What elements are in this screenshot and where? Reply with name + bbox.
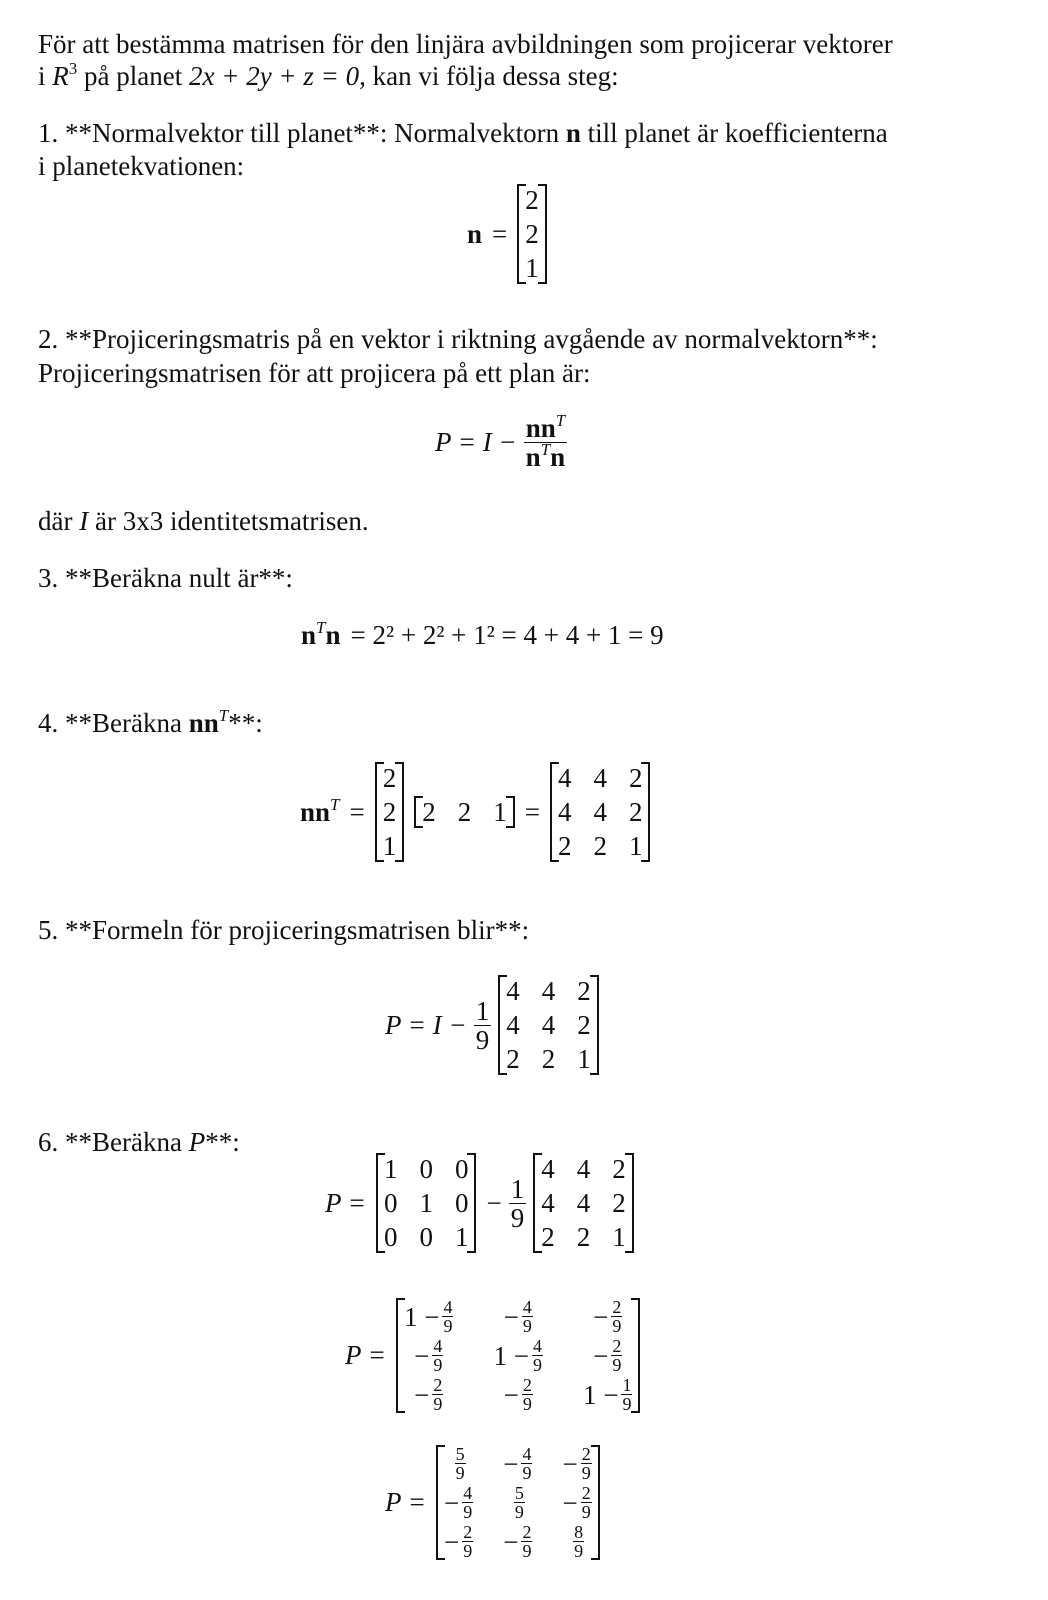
exp: T [540,440,551,459]
identity-matrix [376,1153,477,1253]
text: till planet är koefficienterna [580,118,888,148]
matrix-cell [593,1298,622,1335]
denominator: 9 [612,1355,622,1375]
numerator: 1 [622,1375,632,1395]
matrix-cell: 4 [557,763,572,793]
identity-note [38,505,369,537]
numerator: 4 [433,1336,443,1356]
matrix-cell [414,1376,443,1413]
matrix-cell: 1 [419,1188,433,1218]
denominator: 9 [463,1502,473,1522]
matrix-cell: 4 [506,1010,520,1040]
cell-prefix: − [503,1379,519,1410]
matrix-cell: 4 [593,797,607,827]
step1-line-2: i planetekvationen: [38,151,245,181]
matrix-cell [583,1376,632,1413]
final-equation [380,1445,605,1560]
matrix-cell: 4 [541,1010,556,1040]
matrix-cell: 4 [541,1154,555,1184]
exp: T [316,618,326,637]
matrix-cell [493,1337,542,1374]
matrix-cell [504,1298,533,1335]
matrix-cell: 0 [454,1154,469,1184]
outer-product-matrix [498,975,599,1075]
matrix-cell: 2 [612,1188,626,1218]
cell-fraction [462,1484,473,1521]
numerator: 2 [612,1297,622,1317]
text: **: [228,708,263,738]
expanded-equation [340,1298,645,1413]
cell-prefix: − [443,1526,460,1557]
matrix-cell [570,1523,584,1560]
matrix-cell: 2 [576,1222,591,1252]
denominator: 9 [522,1463,532,1483]
numerator: 4 [463,1483,473,1503]
equals: = [349,796,365,827]
math-R: R [52,61,69,91]
cell-fraction [581,1445,592,1482]
numerator: 4 [522,1297,532,1317]
formula-lhs: P = [385,1487,426,1517]
cell-fraction [462,1523,473,1560]
step5-heading: 5. **Formeln för projiceringsmatrisen blir**: [38,915,530,945]
normal-vector-equation [462,184,552,284]
text: 4. **Beräkna [38,708,189,738]
final-projection-matrix [436,1445,600,1560]
numerator: 2 [581,1444,591,1464]
matrix-cell: 0 [383,1222,398,1252]
matrix-cell: 4 [593,763,607,793]
text: n [550,442,566,472]
matrix-cell: 2 [525,185,539,215]
math-I: I [79,506,89,536]
denominator: 9 [433,1394,443,1414]
text: i [38,61,53,91]
denominator: 9 [433,1355,443,1375]
numerator: 2 [463,1522,473,1542]
matrix-cell: 0 [383,1188,398,1218]
denominator: 9 [514,1502,524,1522]
matrix-cell: 2 [577,1010,591,1040]
formula-lhs: P = I − [435,427,517,457]
matrix-cell: 2 [422,797,436,827]
matrix-cell [503,1523,532,1560]
outer-lhs [300,794,340,828]
text: på planet [77,61,189,91]
matrix-cell [511,1484,525,1521]
matrix-cell: 2 [506,1044,520,1074]
matrix-cell [504,1376,533,1413]
denominator: 9 [581,1502,591,1522]
row-vector [414,796,515,828]
numerator: 2 [522,1375,532,1395]
matrix-cell: 1 [525,253,539,283]
matrix-cell: 4 [541,1188,555,1218]
denominator: 9 [522,1394,532,1414]
cell-prefix: − [562,1487,578,1518]
cell-prefix: − [503,1448,519,1479]
step2-heading: 2. **Projiceringsmatris på en vektor i riktning avgående av normalvektorn**: [38,324,878,354]
denominator [525,440,566,472]
cell-fraction [521,1445,532,1482]
cell-prefix: − [503,1526,519,1557]
cell-fraction [573,1523,584,1560]
outer-product-matrix [533,1153,634,1253]
denominator: 9 [522,1316,532,1336]
matrix-cell: 2 [628,797,643,827]
matrix-cell: 4 [541,976,556,1006]
matrix-cell: 1 [577,1044,591,1074]
matrix-cell: 2 [557,831,572,861]
formula-lhs: P = I − [385,1009,467,1040]
math-exponent: 3 [68,59,78,78]
numerator: 2 [522,1522,532,1542]
matrix-cell: 2 [593,831,607,861]
equals: = [492,218,508,249]
numerator: 1 [510,1173,525,1204]
cell-fraction [522,1376,533,1413]
denominator: 9 [443,1316,453,1336]
matrix-cell [452,1445,466,1482]
matrix-cell: 2 [382,797,397,827]
cell-fraction [611,1337,622,1374]
text: n [525,442,541,472]
math-P: P [188,1127,206,1157]
text: **: [205,1127,240,1157]
numerator: 4 [522,1444,532,1464]
formula-lhs: P = [325,1187,366,1218]
intro-line-2 [38,60,619,92]
fraction [524,411,568,472]
cell-prefix: − [593,1301,609,1332]
denominator: 9 [532,1355,542,1375]
matrix-cell: 1 [383,1154,398,1184]
matrix-cell: 1 [493,797,507,827]
matrix-cell: 2 [457,797,472,827]
cell-fraction [532,1337,543,1374]
cell-prefix: 1 − [493,1340,529,1371]
matrix-cell: 4 [576,1154,591,1184]
text: nn [300,796,331,827]
numerator: 8 [574,1522,584,1542]
cell-fraction [442,1298,453,1335]
matrix-cell [562,1484,591,1521]
column-vector [375,762,405,862]
matrix-cell [414,1337,443,1374]
text: n [325,620,341,650]
exp: T [330,794,340,814]
matrix-cell: 2 [577,976,591,1006]
matrix-cell: 2 [382,763,397,793]
text: nn [188,708,219,738]
intro-line-1: För att bestämma matrisen för den linjära avbildningen som projicerar vektorer [38,29,893,59]
equals: = [524,796,540,827]
matrix-cell: 4 [576,1188,591,1218]
matrix-cell: 2 [525,219,539,249]
matrix-cell: 2 [612,1154,626,1184]
matrix-cell [444,1523,473,1560]
matrix-cell [404,1298,453,1335]
denominator: 9 [522,1541,532,1561]
cell-fraction [581,1484,592,1521]
math-n: n [565,118,581,148]
step2-line-2: Projiceringsmatrisen för att projicera på ett plan är: [38,358,591,388]
denominator: 9 [475,1024,490,1055]
cell-prefix: 1 − [403,1301,440,1332]
cell-prefix: − [414,1379,430,1410]
matrix-cell [503,1445,532,1482]
text: nn [525,413,556,443]
numerator: 5 [455,1444,465,1464]
outer-product-matrix [550,762,651,862]
matrix-cell [593,1337,622,1374]
text: n [301,620,317,650]
outer-product-equation [295,762,655,862]
normal-vector [517,184,547,284]
cell-fraction [432,1337,443,1374]
exp: T [555,411,566,430]
matrix-cell [562,1445,591,1482]
text: är 3x3 identitetsmatrisen. [88,506,369,536]
norm-equation [296,620,669,651]
matrix-cell: 0 [419,1222,433,1252]
denominator: 9 [612,1316,622,1336]
norm-lhs [301,620,341,651]
denominator: 9 [574,1541,584,1561]
denominator: 9 [622,1394,632,1414]
matrix-cell: 4 [506,976,520,1006]
text: 6. **Beräkna [38,1127,189,1157]
expanded-matrix [396,1298,640,1413]
cell-fraction [432,1376,443,1413]
subtraction-equation [320,1153,639,1253]
denominator: 9 [455,1463,465,1483]
plane-equation: 2x + 2y + z = 0 [188,61,360,91]
step4-heading [38,707,263,739]
fraction [474,997,492,1054]
projection-formula-2 [380,975,604,1075]
cell-fraction [521,1523,532,1560]
numerator: 5 [514,1483,524,1503]
cell-fraction [621,1376,632,1413]
matrix-cell: 1 [382,831,397,861]
matrix-cell: 2 [541,1044,556,1074]
math-n: n [467,218,483,249]
numerator: 2 [433,1375,443,1395]
matrix-cell: 2 [541,1222,555,1252]
cell-fraction [514,1484,525,1521]
cell-fraction [455,1445,466,1482]
matrix-cell: 1 [454,1222,469,1252]
matrix-cell: 1 [612,1222,626,1252]
projection-formula [430,411,569,472]
matrix-cell: 0 [419,1154,433,1184]
cell-prefix: − [414,1340,430,1371]
numerator: 1 [475,995,490,1026]
cell-fraction [611,1298,622,1335]
minus: − [486,1187,502,1218]
text: där [38,506,80,536]
norm-rhs: = 2² + 2² + 1² = 4 + 4 + 1 = 9 [350,620,664,650]
denominator: 9 [510,1202,525,1233]
text: 1. **Normalvektor till planet**: Normalvektorn [38,118,566,148]
cell-prefix: − [503,1301,519,1332]
cell-prefix: − [593,1340,609,1371]
matrix-cell: 0 [454,1188,469,1218]
text: , kan vi följa dessa steg: [359,61,619,91]
formula-lhs: P = [345,1340,386,1370]
exp: T [218,706,229,725]
cell-prefix: − [443,1487,460,1518]
cell-prefix: 1 − [582,1379,619,1410]
matrix-cell: 1 [628,831,643,861]
numerator: 4 [532,1336,542,1356]
step3-heading: 3. **Beräkna nult är**: [38,563,293,593]
denominator: 9 [581,1463,591,1483]
step6-heading [38,1126,240,1158]
numerator: 2 [581,1483,591,1503]
matrix-cell: 2 [628,763,643,793]
cell-prefix: − [562,1448,578,1479]
denominator: 9 [463,1541,473,1561]
matrix-cell [444,1484,473,1521]
matrix-cell: 4 [557,797,572,827]
cell-fraction [522,1298,533,1335]
numerator: 4 [443,1297,453,1317]
step1-heading [38,117,888,149]
numerator: 2 [612,1336,622,1356]
numerator [524,411,568,443]
fraction [509,1175,527,1232]
